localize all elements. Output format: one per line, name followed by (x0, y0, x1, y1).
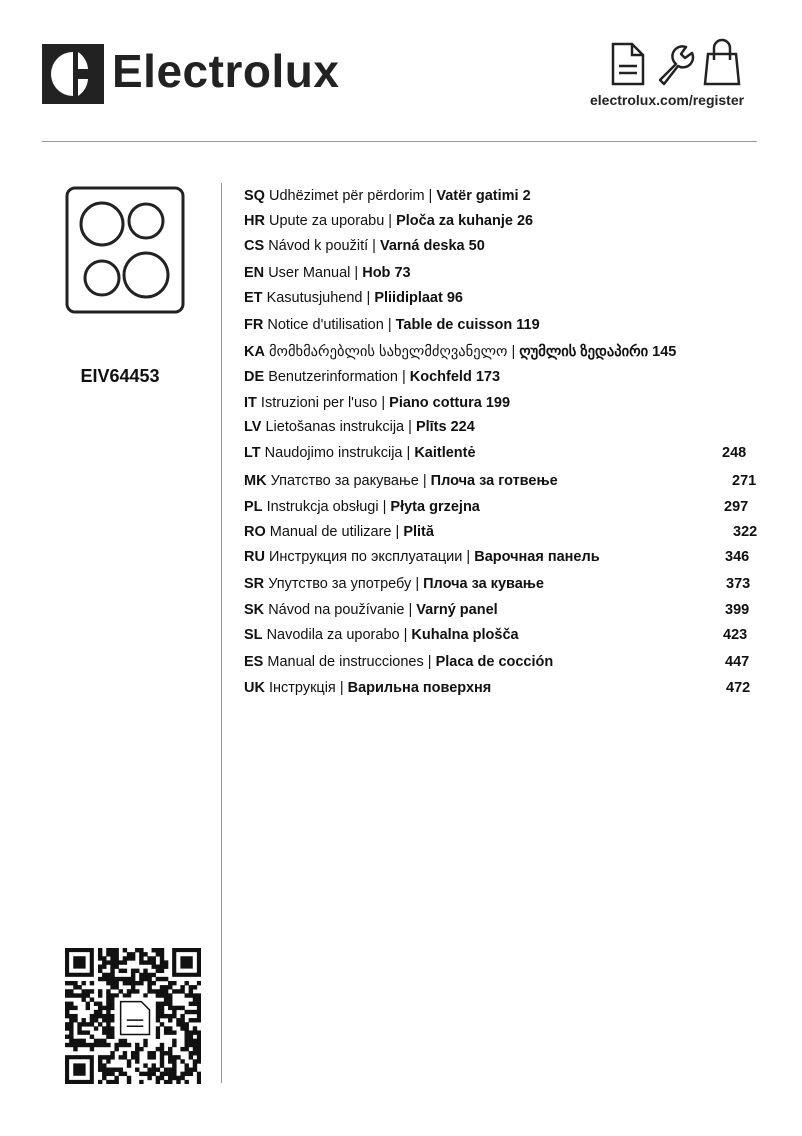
qr-code-icon[interactable] (65, 948, 201, 1084)
toc-entry[interactable]: CS Návod k použití | Varná deska 50 (244, 238, 485, 254)
language-code: KA (244, 344, 265, 360)
toc-entry[interactable]: SK Návod na používanie | Varný panel (244, 602, 498, 618)
product-title: Varný panel (416, 602, 498, 618)
language-code: RU (244, 549, 265, 565)
language-code: RO (244, 524, 266, 540)
product-title: Plīts (415, 419, 447, 435)
product-title: Ploča za kuhanje (396, 213, 513, 229)
page-number: 399 (725, 602, 750, 618)
page-number: 173 (475, 369, 501, 385)
product-title: Pliidiplaat (374, 290, 443, 306)
toc-entry[interactable]: UK Інструкція | Варильна поверхня (244, 680, 492, 696)
language-code: SK (244, 602, 265, 618)
manual-label: Udhëzimet për përdorim (268, 188, 425, 204)
toc-entry[interactable]: FR Notice d'utilisation | Table de cuisson 119 (244, 317, 540, 333)
language-code: MK (244, 473, 267, 489)
manual-label: Інструкція (268, 680, 336, 696)
product-title: Плоча за готвење (430, 473, 558, 489)
divider (42, 141, 757, 142)
toc-entry[interactable]: LT Naudojimo instrukcija | Kaitlentė (244, 445, 476, 461)
page-number: 346 (725, 549, 750, 565)
page-number: 297 (724, 499, 749, 515)
manual-label: Notice d'utilisation (267, 317, 384, 333)
wrench-icon (656, 42, 696, 86)
product-title: Kaitlentė (414, 445, 476, 461)
product-title: Плоча за кување (423, 576, 544, 592)
language-code: SL (244, 627, 263, 643)
manual-label: Kasutusjuhend (266, 290, 363, 306)
hob-icon (65, 186, 185, 314)
language-code: ET (244, 290, 263, 306)
language-code: CS (244, 238, 265, 254)
product-title: Plită (403, 524, 434, 540)
column-divider (221, 183, 222, 1083)
page-number: 50 (468, 238, 485, 254)
toc-entry[interactable]: ES Manual de instrucciones | Placa de cocción (244, 654, 554, 670)
electrolux-logo-icon (42, 44, 104, 104)
page-number: 373 (726, 576, 751, 592)
page-number: 2 (522, 188, 531, 204)
language-code: FR (244, 317, 264, 333)
language-code: SQ (244, 188, 265, 204)
page-number: 224 (450, 419, 475, 435)
manual-label: Manual de utilizare (269, 524, 392, 540)
manual-label: Упатство за ракување (270, 473, 419, 489)
product-title: ღუმლის ზედაპირი (519, 344, 649, 360)
manual-label: Manual de instrucciones (267, 654, 424, 670)
toc-entry[interactable]: ET Kasutusjuhend | Pliidiplaat 96 (244, 290, 463, 306)
language-code: SR (244, 576, 265, 592)
register-url[interactable]: electrolux.com/register (590, 92, 745, 108)
manual-label: მომხმარებლის სახელმძღვანელო (268, 344, 508, 360)
toc-entry[interactable]: KA მომხმარებლის სახელმძღვანელო | ღუმლის ზედაპირი 145 (244, 344, 677, 360)
manual-label: Naudojimo instrukcija (264, 445, 403, 461)
language-code: DE (244, 369, 265, 385)
toc-entry[interactable]: SR Упутство за употребу | Плоча за кување (244, 576, 544, 592)
product-title: Варочная панель (474, 549, 600, 565)
language-code: LT (244, 445, 261, 461)
product-title: Варильна поверхня (347, 680, 492, 696)
toc-entry[interactable]: PL Instrukcja obsługi | Płyta grzejna (244, 499, 480, 515)
manual-label: Инструкция по эксплуатации (268, 549, 463, 565)
language-code: PL (244, 499, 263, 515)
manual-label: Lietošanas instrukcija (265, 419, 405, 435)
manual-label: Benutzerinformation (268, 369, 398, 385)
document-icon (610, 42, 646, 86)
manual-label: Návod k použití (268, 238, 369, 254)
page-number: 26 (516, 213, 534, 229)
toc-entry[interactable]: RU Инструкция по эксплуатации | Варочная панель (244, 549, 600, 565)
toc-entry[interactable]: LV Lietošanas instrukcija | Plīts 224 (244, 419, 475, 435)
toc-entry[interactable]: HR Upute za uporabu | Ploča za kuhanje 26 (244, 213, 534, 229)
page-number: 447 (725, 654, 750, 670)
language-code: ES (244, 654, 264, 670)
page-number: 271 (732, 473, 757, 489)
toc-entry[interactable]: IT Istruzioni per l'uso | Piano cottura 199 (244, 395, 511, 411)
brand-logo: Electrolux (112, 45, 340, 97)
language-code: IT (244, 395, 257, 411)
product-title: Placa de cocción (435, 654, 554, 670)
product-title: Płyta grzejna (390, 499, 480, 515)
product-title: Table de cuisson (395, 317, 513, 333)
page-number: 199 (485, 395, 511, 411)
product-title: Varná deska (379, 238, 465, 254)
page-number: 423 (723, 627, 748, 643)
page-number: 96 (446, 290, 463, 306)
product-title: Piano cottura (389, 395, 482, 411)
product-title: Kuhalna plošča (411, 627, 519, 643)
language-code: UK (244, 680, 265, 696)
language-code: HR (244, 213, 265, 229)
manual-label: Návod na používanie (268, 602, 405, 618)
manual-label: Upute za uporabu (268, 213, 385, 229)
language-code: LV (244, 419, 262, 435)
page-number: 145 (652, 344, 677, 360)
manual-label: Navodila za uporabo (266, 627, 400, 643)
product-title: Hob (362, 265, 391, 281)
toc-entry[interactable]: MK Упатство за ракување | Плоча за готвење (244, 473, 558, 489)
manual-label: Istruzioni per l'uso (260, 395, 378, 411)
page-number: 248 (722, 445, 747, 461)
toc-entry[interactable]: DE Benutzerinformation | Kochfeld 173 (244, 369, 501, 385)
toc-entry[interactable]: SL Navodila za uporabo | Kuhalna plošča (244, 627, 519, 643)
toc-entry[interactable]: SQ Udhëzimet për përdorim | Vatër gatimi 2 (244, 188, 531, 204)
page-number: 322 (733, 524, 758, 540)
page-number: 119 (516, 317, 540, 333)
page-number: 472 (726, 680, 751, 696)
toc-entry[interactable]: EN User Manual | Hob 73 (244, 265, 411, 281)
product-title: Kochfeld (409, 369, 472, 385)
manual-label: Instrukcja obsługi (266, 499, 379, 515)
toc-entry[interactable]: RO Manual de utilizare | Plită (244, 524, 434, 540)
language-code: EN (244, 265, 265, 281)
manual-label: User Manual (268, 265, 351, 281)
shopping-bag-icon (702, 38, 742, 86)
product-title: Vatër gatimi (436, 188, 519, 204)
model-number: EIV64453 (80, 366, 160, 386)
page-number: 73 (394, 265, 411, 281)
manual-label: Упутство за употребу (268, 576, 412, 592)
